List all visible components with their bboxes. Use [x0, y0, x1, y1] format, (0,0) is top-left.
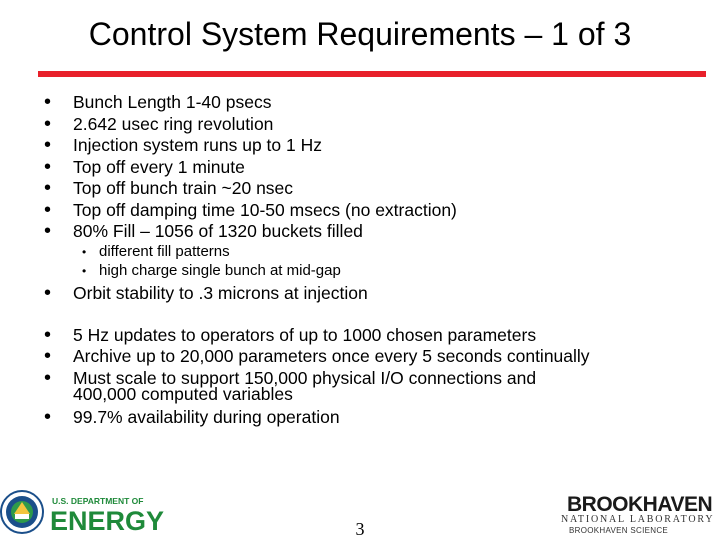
bullet-text: 5 Hz updates to operators of up to 1000 chosen parameters [73, 325, 537, 345]
sub-bullet-dot: • [82, 245, 87, 259]
bullet-dot: • [44, 134, 52, 156]
sub-bullet-text: different fill patterns [99, 243, 230, 260]
bullet-text: Must scale to support 150,000 physical I/O connections and [73, 368, 537, 388]
bullet-dot: • [44, 91, 52, 113]
bullet-dot: • [44, 324, 52, 346]
bullet-dot: • [44, 282, 52, 304]
bnl-name: BROOKHAVEN [567, 493, 713, 516]
doe-logo [0, 488, 180, 540]
bullet-text: 2.642 usec ring revolution [73, 114, 274, 134]
bullet-text: Top off bunch train ~20 nsec [73, 178, 294, 198]
bullet-dot: • [44, 113, 52, 135]
bullet-dot: • [44, 220, 52, 242]
doe-line1: U.S. DEPARTMENT OF [52, 496, 144, 506]
bullet-text: Top off every 1 minute [73, 157, 245, 177]
bnl-logo [557, 494, 720, 540]
bullet-dot: • [44, 156, 52, 178]
slide-title: Control System Requirements – 1 of 3 [88, 16, 632, 52]
sub-bullet-dot: • [82, 264, 87, 278]
bnl-lab: NATIONAL LABORATORY [561, 514, 715, 525]
bullet-continuation-text: 400,000 computed variables [73, 384, 293, 404]
bullet-text: Top off damping time 10-50 msecs (no extraction) [73, 200, 457, 220]
bullet-dot: • [44, 367, 52, 389]
page-number: 3 [355, 519, 365, 539]
sub-bullet-text: high charge single bunch at mid-gap [99, 262, 341, 279]
bnl-sci: BROOKHAVEN SCIENCE [569, 526, 669, 535]
doe-line2: ENERGY [50, 506, 165, 536]
bullet-text: Archive up to 20,000 parameters once every 5 seconds continually [73, 346, 590, 366]
bullet-text: 99.7% availability during operation [73, 407, 340, 427]
title-underline [38, 71, 706, 77]
bullet-text: 80% Fill – 1056 of 1320 buckets filled [73, 221, 363, 241]
doe-seal-icon [0, 488, 180, 540]
bullet-dot: • [44, 177, 52, 199]
bullet-dot: • [44, 406, 52, 428]
bullet-text: Orbit stability to .3 microns at injection [73, 283, 368, 303]
bullet-text: Injection system runs up to 1 Hz [73, 135, 322, 155]
bullet-text: Bunch Length 1-40 psecs [73, 92, 272, 112]
bullet-dot: • [44, 345, 52, 367]
bullet-dot: • [44, 199, 52, 221]
